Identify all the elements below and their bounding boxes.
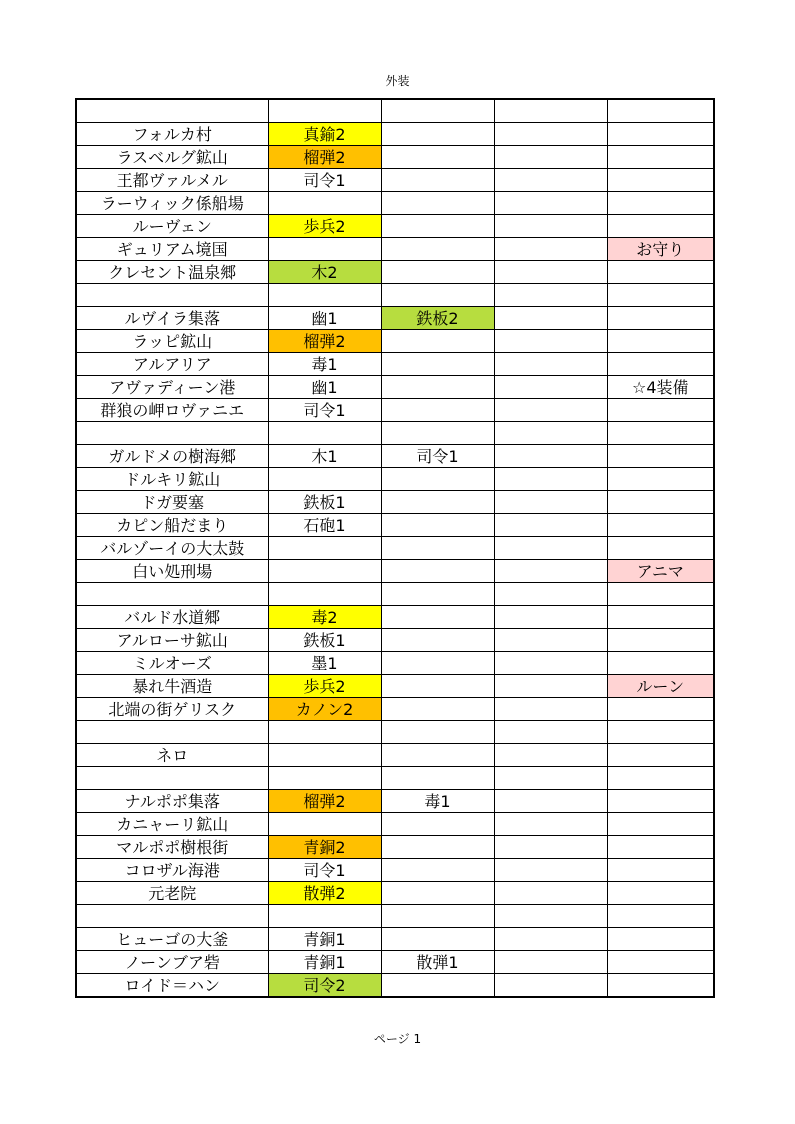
- table-row: [76, 859, 714, 882]
- cell-location: カニャーリ鉱山: [76, 813, 268, 836]
- cell-col-d: [494, 951, 607, 974]
- cell-col-b: 木1: [268, 445, 381, 468]
- cell-col-b: 石砲1: [268, 514, 381, 537]
- cell-col-b: [268, 192, 381, 215]
- cell-col-c: [381, 514, 494, 537]
- cell-col-e: [607, 537, 714, 560]
- cell-col-d: [494, 606, 607, 629]
- table-row: [76, 813, 714, 836]
- cell-location: アルローサ鉱山: [76, 629, 268, 652]
- table-row: [76, 261, 714, 284]
- cell-col-d: [494, 859, 607, 882]
- cell-col-b: [268, 744, 381, 767]
- table-row: [76, 169, 714, 192]
- cell-col-e: [607, 767, 714, 790]
- cell-col-c: [381, 146, 494, 169]
- table-row: [76, 698, 714, 721]
- cell-col-c: [381, 238, 494, 261]
- cell-location: ガルドメの樹海郷: [76, 445, 268, 468]
- cell-location: ナルポポ集落: [76, 790, 268, 813]
- cell-location: バルゾーイの大太鼓: [76, 537, 268, 560]
- cell-col-c: [381, 652, 494, 675]
- cell-col-e: [607, 491, 714, 514]
- cell-col-b: 歩兵2: [268, 675, 381, 698]
- cell-col-d: [494, 123, 607, 146]
- cell-col-d: [494, 813, 607, 836]
- cell-location: ラーウィック係船場: [76, 192, 268, 215]
- table-row: [76, 353, 714, 376]
- cell-location: クレセント温泉郷: [76, 261, 268, 284]
- cell-col-d: [494, 928, 607, 951]
- cell-col-b: 榴弾2: [268, 790, 381, 813]
- cell-col-e: [607, 261, 714, 284]
- cell-col-c: [381, 629, 494, 652]
- cell-col-b: カノン2: [268, 698, 381, 721]
- table-row: [76, 629, 714, 652]
- cell-col-b: [268, 284, 381, 307]
- cell-col-e: [607, 744, 714, 767]
- cell-col-d: [494, 399, 607, 422]
- cell-location: 北端の街ゲリスク: [76, 698, 268, 721]
- cell-col-e: [607, 169, 714, 192]
- cell-col-b: 司令1: [268, 859, 381, 882]
- cell-col-c: [381, 859, 494, 882]
- table-row: [76, 606, 714, 629]
- cell-col-d: [494, 146, 607, 169]
- cell-col-c: [381, 698, 494, 721]
- cell-col-b: [268, 537, 381, 560]
- cell-col-d: [494, 698, 607, 721]
- cell-col-e: [607, 445, 714, 468]
- cell-col-d: [494, 537, 607, 560]
- cell-col-c: [381, 123, 494, 146]
- cell-col-d: [494, 491, 607, 514]
- cell-col-c: [381, 560, 494, 583]
- table-row: [76, 560, 714, 583]
- cell-location: ミルオーズ: [76, 652, 268, 675]
- table-row: [76, 652, 714, 675]
- cell-col-c: [381, 192, 494, 215]
- cell-col-c: [381, 882, 494, 905]
- cell-col-d: [494, 468, 607, 491]
- cell-col-c: [381, 169, 494, 192]
- cell-col-d: [494, 652, 607, 675]
- cell-col-e: [607, 284, 714, 307]
- cell-col-b: 司令2: [268, 974, 381, 998]
- cell-location: ルヴイラ集落: [76, 307, 268, 330]
- cell-location: カピン船だまり: [76, 514, 268, 537]
- cell-col-d: [494, 629, 607, 652]
- cell-col-d: [494, 514, 607, 537]
- cell-col-e: [607, 514, 714, 537]
- cell-col-e: [607, 192, 714, 215]
- cell-col-e: [607, 399, 714, 422]
- cell-col-d: [494, 238, 607, 261]
- table-row: [76, 146, 714, 169]
- cell-col-b: 鉄板1: [268, 629, 381, 652]
- cell-col-c: [381, 399, 494, 422]
- cell-col-d: [494, 974, 607, 998]
- cell-location: [76, 767, 268, 790]
- cell-col-c: [381, 905, 494, 928]
- cell-location: 群狼の岬ロヴァニエ: [76, 399, 268, 422]
- cell-col-b: 青銅1: [268, 951, 381, 974]
- cell-col-c: [381, 928, 494, 951]
- cell-col-d: [494, 790, 607, 813]
- cell-col-d: [494, 307, 607, 330]
- cell-col-d: [494, 376, 607, 399]
- cell-location: アルアリア: [76, 353, 268, 376]
- cell-col-d: [494, 882, 607, 905]
- cell-location: ギュリアム境国: [76, 238, 268, 261]
- cell-col-e: [607, 99, 714, 123]
- cell-col-d: [494, 560, 607, 583]
- table-row: [76, 445, 714, 468]
- cell-col-b: 榴弾2: [268, 330, 381, 353]
- cell-location: ロイド＝ハン: [76, 974, 268, 998]
- cell-col-b: 毒1: [268, 353, 381, 376]
- cell-col-e: [607, 583, 714, 606]
- table-row: [76, 307, 714, 330]
- table-row: [76, 192, 714, 215]
- cell-col-c: [381, 422, 494, 445]
- cell-col-d: [494, 330, 607, 353]
- cell-col-c: [381, 284, 494, 307]
- cell-col-b: 青銅2: [268, 836, 381, 859]
- cell-col-c: 司令1: [381, 445, 494, 468]
- table-row: [76, 238, 714, 261]
- cell-col-e: [607, 974, 714, 998]
- page-header: 外装: [385, 74, 410, 88]
- cell-col-c: [381, 974, 494, 998]
- table-row: [76, 951, 714, 974]
- cell-col-c: [381, 491, 494, 514]
- cell-col-e: [607, 951, 714, 974]
- cell-location: ドガ要塞: [76, 491, 268, 514]
- cell-col-e: [607, 468, 714, 491]
- spreadsheet-body: [76, 99, 714, 997]
- cell-location: ルーヴェン: [76, 215, 268, 238]
- table-row: [76, 99, 714, 123]
- table-row: [76, 836, 714, 859]
- cell-col-e: [607, 422, 714, 445]
- cell-col-d: [494, 836, 607, 859]
- cell-col-b: 幽1: [268, 307, 381, 330]
- table-row: [76, 514, 714, 537]
- cell-col-b: 毒2: [268, 606, 381, 629]
- cell-col-d: [494, 261, 607, 284]
- cell-col-b: [268, 583, 381, 606]
- cell-location: [76, 905, 268, 928]
- table-row: [76, 675, 714, 698]
- cell-col-e: [607, 146, 714, 169]
- cell-location: 王都ヴァルメル: [76, 169, 268, 192]
- cell-col-d: [494, 721, 607, 744]
- cell-col-d: [494, 284, 607, 307]
- cell-col-c: [381, 583, 494, 606]
- cell-col-d: [494, 675, 607, 698]
- cell-col-c: [381, 675, 494, 698]
- cell-col-e: アニマ: [607, 560, 714, 583]
- cell-location: ネロ: [76, 744, 268, 767]
- cell-col-c: [381, 606, 494, 629]
- cell-col-d: [494, 905, 607, 928]
- cell-col-b: 司令1: [268, 399, 381, 422]
- cell-col-e: [607, 698, 714, 721]
- cell-col-e: [607, 215, 714, 238]
- cell-col-e: [607, 790, 714, 813]
- cell-col-b: 墨1: [268, 652, 381, 675]
- cell-col-b: 鉄板1: [268, 491, 381, 514]
- cell-location: ラッピ鉱山: [76, 330, 268, 353]
- cell-col-c: [381, 744, 494, 767]
- table-row: [76, 928, 714, 951]
- table-row: [76, 583, 714, 606]
- cell-col-c: [381, 767, 494, 790]
- table-row: [76, 468, 714, 491]
- table-row: [76, 215, 714, 238]
- cell-col-b: 榴弾2: [268, 146, 381, 169]
- cell-col-e: [607, 721, 714, 744]
- table-row: [76, 537, 714, 560]
- cell-col-c: [381, 537, 494, 560]
- cell-col-b: [268, 767, 381, 790]
- cell-col-b: 散弾2: [268, 882, 381, 905]
- table-row: [76, 422, 714, 445]
- cell-col-e: [607, 606, 714, 629]
- cell-col-b: 歩兵2: [268, 215, 381, 238]
- cell-location: ドルキリ鉱山: [76, 468, 268, 491]
- cell-col-e: [607, 652, 714, 675]
- table-row: [76, 882, 714, 905]
- table-row: [76, 974, 714, 998]
- cell-col-e: [607, 836, 714, 859]
- table-row: [76, 376, 714, 399]
- cell-col-e: [607, 905, 714, 928]
- table-row: [76, 491, 714, 514]
- cell-location: マルポポ樹根街: [76, 836, 268, 859]
- table-row: [76, 721, 714, 744]
- cell-col-b: 幽1: [268, 376, 381, 399]
- cell-location: 白い処刑場: [76, 560, 268, 583]
- cell-location: 暴れ牛酒造: [76, 675, 268, 698]
- cell-location: [76, 284, 268, 307]
- cell-location: [76, 99, 268, 123]
- cell-col-e: [607, 859, 714, 882]
- table-row: [76, 767, 714, 790]
- table-row: [76, 284, 714, 307]
- cell-col-b: 司令1: [268, 169, 381, 192]
- cell-col-e: [607, 307, 714, 330]
- cell-location: アヴァディーン港: [76, 376, 268, 399]
- cell-location: [76, 422, 268, 445]
- cell-location: 元老院: [76, 882, 268, 905]
- cell-col-c: [381, 99, 494, 123]
- table-row: [76, 123, 714, 146]
- table-row: [76, 399, 714, 422]
- cell-col-e: [607, 813, 714, 836]
- cell-col-c: [381, 836, 494, 859]
- cell-location: [76, 721, 268, 744]
- cell-col-c: 散弾1: [381, 951, 494, 974]
- cell-col-c: [381, 376, 494, 399]
- cell-col-b: 真鍮2: [268, 123, 381, 146]
- cell-col-d: [494, 583, 607, 606]
- cell-col-e: [607, 353, 714, 376]
- cell-col-e: [607, 629, 714, 652]
- cell-col-b: [268, 468, 381, 491]
- table-row: [76, 330, 714, 353]
- cell-location: コロザル海港: [76, 859, 268, 882]
- cell-col-b: [268, 813, 381, 836]
- cell-col-c: 毒1: [381, 790, 494, 813]
- page-footer: ページ 1: [373, 1032, 422, 1046]
- cell-col-d: [494, 99, 607, 123]
- cell-col-d: [494, 445, 607, 468]
- cell-col-d: [494, 192, 607, 215]
- cell-col-e: [607, 123, 714, 146]
- cell-col-b: 青銅1: [268, 928, 381, 951]
- cell-col-c: 鉄板2: [381, 307, 494, 330]
- cell-location: ヒューゴの大釜: [76, 928, 268, 951]
- cell-col-b: [268, 905, 381, 928]
- cell-col-c: [381, 468, 494, 491]
- cell-location: ノーンブア砦: [76, 951, 268, 974]
- cell-col-b: 木2: [268, 261, 381, 284]
- cell-col-d: [494, 767, 607, 790]
- cell-col-c: [381, 330, 494, 353]
- table-row: [76, 905, 714, 928]
- cell-col-d: [494, 422, 607, 445]
- cell-col-b: [268, 99, 381, 123]
- cell-col-b: [268, 560, 381, 583]
- cell-col-c: [381, 353, 494, 376]
- cell-col-d: [494, 169, 607, 192]
- spreadsheet-table: [75, 98, 715, 998]
- cell-location: ラスベルグ鉱山: [76, 146, 268, 169]
- cell-col-b: [268, 238, 381, 261]
- cell-col-b: [268, 422, 381, 445]
- cell-col-d: [494, 215, 607, 238]
- cell-col-c: [381, 261, 494, 284]
- cell-col-e: お守り: [607, 238, 714, 261]
- cell-col-e: [607, 928, 714, 951]
- cell-col-d: [494, 744, 607, 767]
- cell-location: フォルカ村: [76, 123, 268, 146]
- cell-col-c: [381, 721, 494, 744]
- cell-col-e: [607, 330, 714, 353]
- cell-col-c: [381, 215, 494, 238]
- cell-col-e: ☆4装備: [607, 376, 714, 399]
- cell-location: [76, 583, 268, 606]
- cell-col-d: [494, 353, 607, 376]
- cell-col-b: [268, 721, 381, 744]
- cell-location: バルド水道郷: [76, 606, 268, 629]
- table-row: [76, 790, 714, 813]
- cell-col-e: ルーン: [607, 675, 714, 698]
- cell-col-c: [381, 813, 494, 836]
- cell-col-e: [607, 882, 714, 905]
- table-row: [76, 744, 714, 767]
